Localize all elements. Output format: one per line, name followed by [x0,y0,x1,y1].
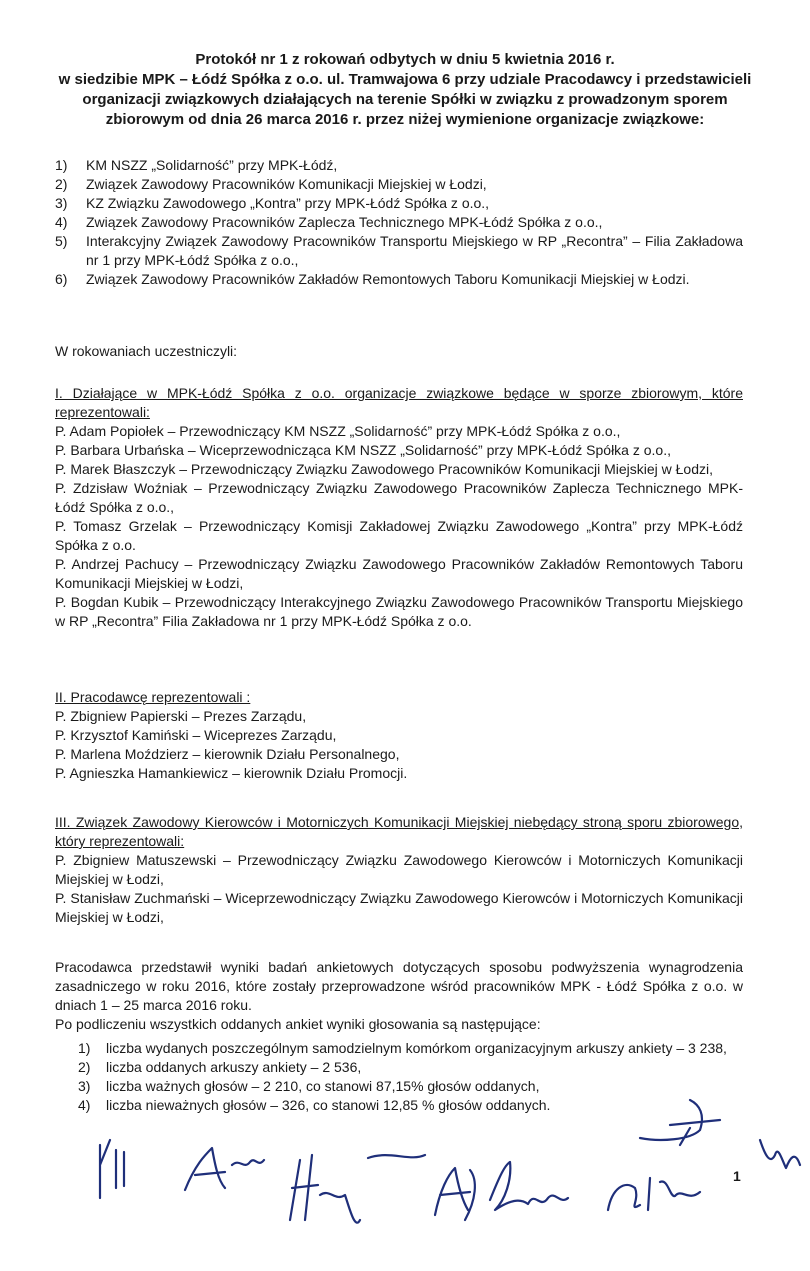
list-item: 1) liczba wydanych poszczególnym samodzielnym komórkom organizacyjnym arkuszy ankiety – 3 238, [78,1040,727,1056]
title-line-1: Protokół nr 1 z rokowań odbytych w dniu 5 kwietnia 2016 r. [195,51,615,68]
participant-line: P. Andrzej Pachucy – Przewodniczący Związku Zawodowego Pracowników Zakładów Remontowych Taboru Komunikacji Miejskiej w Łodzi, [55,556,743,591]
page-number: 1 [733,1168,741,1184]
list-item: 3) KZ Związku Zawodowego „Kontra” przy MPK-Łódź Spółka z o.o., [55,195,490,211]
list-item: 5) Interakcyjny Związek Zawodowy Pracowników Transportu Miejskiego w RP „Recontra” – Filia Zakładowa nr 1 przy MPK-Łódź Spółka z o.o., [55,233,743,268]
participant-line: P. Tomasz Grzelak – Przewodniczący Komisji Zakładowej Związku Zawodowego „Kontra” przy MPK-Łódź Spółka z o.o. [55,518,743,553]
handwritten-signatures [0,1070,810,1260]
participants-intro: W rokowaniach uczestniczyli: [55,343,238,359]
participant-line: P. Bogdan Kubik – Przewodniczący Interakcyjnego Związku Zawodowego Pracowników Transportu Miejskiego w RP „Recontra” Filia Zakładowa nr 1 przy MPK-Łódź Spółka z o.o. [55,594,743,629]
participant-line: P. Zdzisław Woźniak – Przewodniczący Związku Zawodowego Pracowników Zaplecza Technicznego MPK-Łódź Spółka z o.o., [55,480,743,515]
list-item: 4) liczba nieważnych głosów – 326, co stanowi 12,85 % głosów oddanych. [78,1097,551,1113]
document-title [40,50,770,130]
results-section [55,958,743,1034]
list-item: 1) KM NSZZ „Solidarność” przy MPK-Łódź, [55,157,338,173]
unions-list [55,156,743,289]
title-line-4: zbiorowym od dnia 26 marca 2016 r. przez niżej wymienione organizacje związkowe: [105,111,705,128]
section-heading: I. Działające w MPK-Łódź Spółka z o.o. organizacje związkowe będące w sporze zbiorowym, które reprezentowali: [55,385,743,420]
section-unions-in-dispute [55,384,743,631]
participant-line: P. Krzysztof Kamiński – Wiceprezes Zarządu, [55,727,337,743]
participant-line: P. Marlena Moździerz – kierownik Działu Personalnego, [55,746,400,762]
list-item: 2) liczba oddanych arkuszy ankiety – 2 536, [78,1059,362,1075]
participant-line: P. Stanisław Zuchmański – Wiceprzewodniczący Związku Zawodowego Kierowców i Motorniczych Komunikacji Miejskiej w Łodzi, [55,890,743,925]
section-employer [55,688,743,783]
participant-line: P. Zbigniew Matuszewski – Przewodniczący Związku Zawodowego Kierowców i Motorniczych Komunikacji Miejskiej w Łodzi, [55,852,743,887]
section-heading: II. Pracodawcę reprezentowali : [55,689,251,705]
participant-line: P. Zbigniew Papierski – Prezes Zarządu, [55,708,307,724]
section-heading: III. Związek Zawodowy Kierowców i Motorniczych Komunikacji Miejskiej niebędący stroną sporu zbiorowego, który reprezentowali: [55,814,743,849]
list-item: 6) Związek Zawodowy Pracowników Zakładów Remontowych Taboru Komunikacji Miejskiej w Łodzi. [55,271,690,287]
list-item: 3) liczba ważnych głosów – 2 210, co stanowi 87,15% głosów oddanych, [78,1078,540,1094]
list-item: 4) Związek Zawodowy Pracowników Zaplecza Technicznego MPK-Łódź Spółka z o.o., [55,214,603,230]
participant-line: P. Marek Błaszczyk – Przewodniczący Związku Zawodowego Pracowników Komunikacji Miejskiej w Łodzi, [55,461,713,477]
results-paragraph: Pracodawca przedstawił wyniki badań ankietowych dotyczących sposobu podwyższenia wynagrodzenia zasadniczego w roku 2016, które zostały przeprowadzone wśród pracowników MPK - Łódź Spółka z o.o. w dniach 1 – 25 marca 2016 roku. [55,959,743,1013]
title-line-3: organizacji związkowych działających na terenie Spółki w związku z prowadzonym sporem [82,91,728,108]
participant-line: P. Adam Popiołek – Przewodniczący KM NSZZ „Solidarność” przy MPK-Łódź Spółka z o.o., [55,423,621,439]
participant-line: P. Barbara Urbańska – Wiceprzewodnicząca KM NSZZ „Solidarność” przy MPK-Łódź Spółka z o.o., [55,442,671,458]
section-non-party-union [55,813,743,927]
signature-strokes [100,1100,800,1223]
participant-line: P. Agnieszka Hamankiewicz – kierownik Działu Promocji. [55,765,408,781]
results-intro: Po podliczeniu wszystkich oddanych ankiet wyniki głosowania są następujące: [55,1016,541,1032]
title-line-2: w siedzibie MPK – Łódź Spółka z o.o. ul. Tramwajowa 6 przy udziale Pracodawcy i przedstawicieli [58,71,752,88]
list-item: 2) Związek Zawodowy Pracowników Komunikacji Miejskiej w Łodzi, [55,176,487,192]
